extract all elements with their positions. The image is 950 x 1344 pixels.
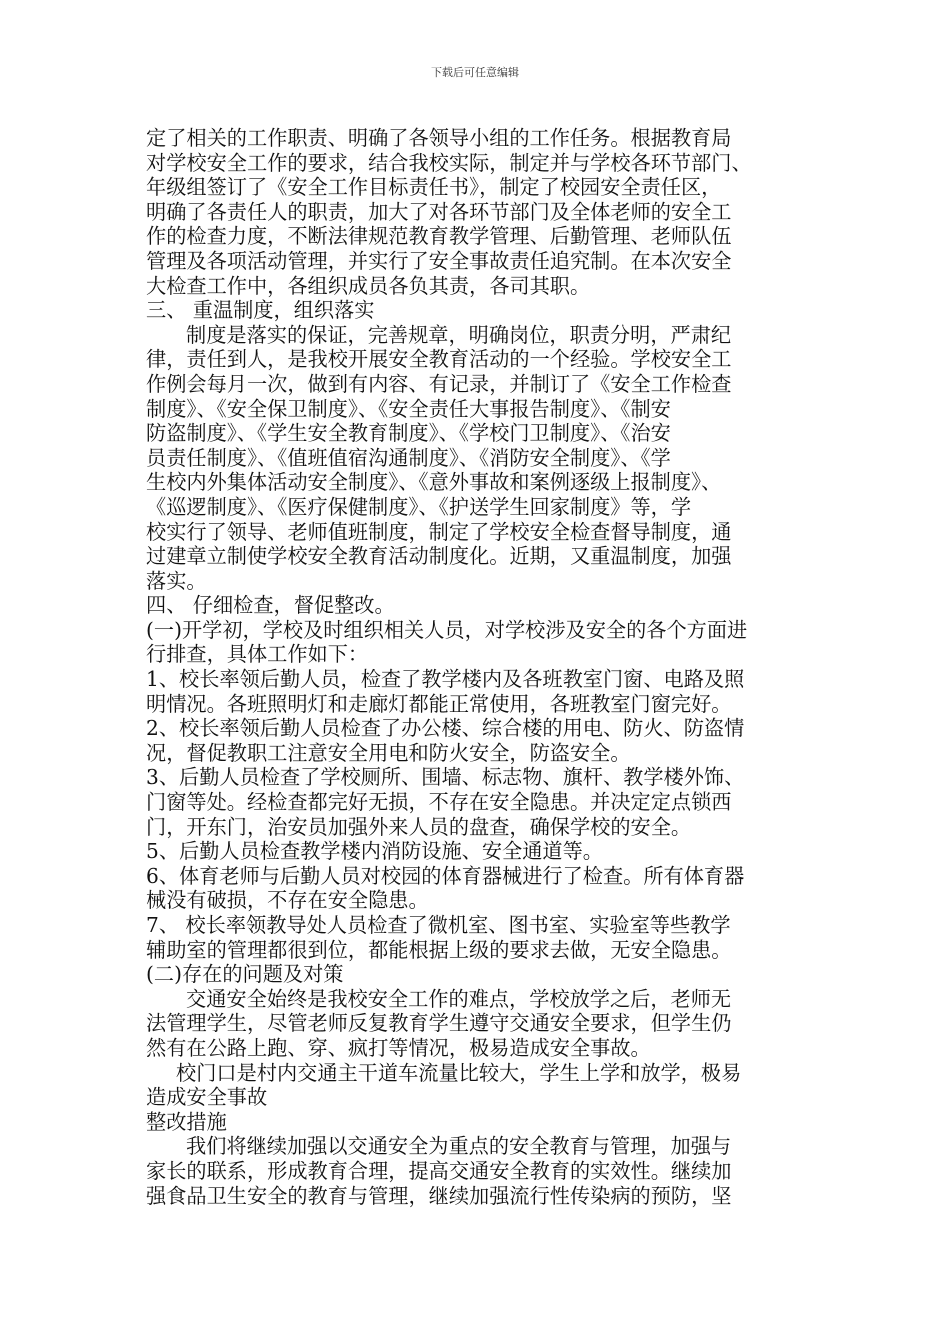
text-line: 管理及各项活动管理，并实行了安全事故责任追究制。在本次安全 xyxy=(146,248,732,273)
text-line: 7、 校长率领教导处人员检查了微机室、图书室、实验室等些教学 xyxy=(146,913,731,937)
text-line: 况，督促教职工注意安全用电和防火安全，防盗安全。 xyxy=(146,740,631,765)
text-line: 强食品卫生安全的教育与管理，继续加强流行性传染病的预防，坚 xyxy=(146,1183,732,1208)
text-line: 生校内外集体活动安全制度》、《意外事故和案例逐级上报制度》、 xyxy=(146,470,722,495)
text-line: 家长的联系，形成教育合理，提高交通安全教育的实效性。继续加 xyxy=(146,1158,732,1183)
text-line: 制度是落实的保证，完善规章，明确岗位，职责分明，严肃纪 xyxy=(186,322,732,347)
text-line: 作的检查力度，不断法律规范教育教学管理、后勤管理、老师队伍 xyxy=(146,224,732,249)
text-line: 《巡逻制度》、《医疗保健制度》、《护送学生回家制度》等，学 xyxy=(146,494,692,519)
text-line: 作例会每月一次，做到有内容、有记录，并制订了《安全工作检查 xyxy=(146,371,732,396)
text-line: 校实行了领导、老师值班制度，制定了学校安全检查督导制度，通 xyxy=(146,519,732,544)
text-line: 过建章立制使学校安全教育活动制度化。近期，又重温制度，加强 xyxy=(146,544,732,569)
text-line: 然有在公路上跑、穿、疯打等情况，极易造成安全事故。 xyxy=(146,1035,651,1060)
text-line: 三、 重温制度，组织落实 xyxy=(146,298,375,323)
text-line: 落实。 xyxy=(146,568,207,593)
text-line: 律，责任到人，是我校开展安全教育活动的一个经验。学校安全工 xyxy=(146,347,732,372)
text-line: 交通安全始终是我校安全工作的难点，学校放学之后，老师无 xyxy=(186,986,732,1011)
text-line: 行排查，具体工作如下： xyxy=(146,642,369,667)
text-line: 门窗等处。经检查都完好无损，不存在安全隐患。并决定定点锁西 xyxy=(146,790,732,815)
text-line: 明情况。各班照明灯和走廊灯都能正常使用，各班教室门窗完好。 xyxy=(146,691,732,716)
page-header: 下载后可任意编辑 xyxy=(431,66,519,79)
document-body xyxy=(146,126,821,1208)
text-line: 门，开东门，治安员加强外来人员的盘查，确保学校的安全。 xyxy=(146,814,692,839)
text-line: 年级组签订了《安全工作目标责任书》，制定了校园安全责任区， xyxy=(146,175,722,200)
text-line: 校门口是村内交通主干道车流量比较大，学生上学和放学，极易 xyxy=(176,1060,742,1085)
text-line: 1、校长率领后勤人员，检查了教学楼内及各班教室门窗、电路及照 xyxy=(146,667,745,692)
text-line: 2、校长率领后勤人员检查了办公楼、综合楼的用电、防火、防盗情 xyxy=(146,716,745,741)
text-line: (二)存在的问题及对策 xyxy=(146,962,344,987)
text-line: 5、后勤人员检查教学楼内消防设施、安全通道等。 xyxy=(146,839,603,864)
text-line: 6、体育老师与后勤人员对校园的体育器械进行了检查。所有体育器 xyxy=(146,863,745,888)
text-line: 防盗制度》、《学生安全教育制度》、《学校门卫制度》、《治安 xyxy=(146,421,671,446)
text-line: 大检查工作中，各组织成员各负其责，各司其职。 xyxy=(146,273,591,298)
text-line: 定了相关的工作职责、明确了各领导小组的工作任务。根据教育局 xyxy=(146,126,732,150)
text-line: 四、 仔细检查，督促整改。 xyxy=(146,593,395,618)
text-line: 我们将继续加强以交通安全为重点的安全教育与管理，加强与 xyxy=(186,1134,732,1159)
text-line: 对学校安全工作的要求，结合我校实际，制定并与学校各环节部门、 xyxy=(146,150,752,175)
text-line: 明确了各责任人的职责，加大了对各环节部门及全体老师的安全工 xyxy=(146,199,732,224)
text-line: 整改措施 xyxy=(146,1109,227,1134)
text-line: 制度》、《安全保卫制度》、《安全责任大事报告制度》、《制安 xyxy=(146,396,671,421)
text-line: 辅助室的管理都很到位，都能根据上级的要求去做，无安全隐患。 xyxy=(146,937,732,962)
text-line: 法管理学生，尽管老师反复教育学生遵守交通安全要求，但学生仍 xyxy=(146,1011,732,1036)
text-line: 员责任制度》、《值班值宿沟通制度》、《消防安全制度》、《学 xyxy=(146,445,671,470)
text-line: 3、后勤人员检查了学校厕所、围墙、标志物、旗杆、教学楼外饰、 xyxy=(146,765,745,790)
text-line: (一)开学初，学校及时组织相关人员，对学校涉及安全的各个方面进 xyxy=(146,617,748,642)
text-line: 造成安全事故 xyxy=(146,1085,268,1110)
text-line: 械没有破损，不存在安全隐患。 xyxy=(146,888,429,913)
